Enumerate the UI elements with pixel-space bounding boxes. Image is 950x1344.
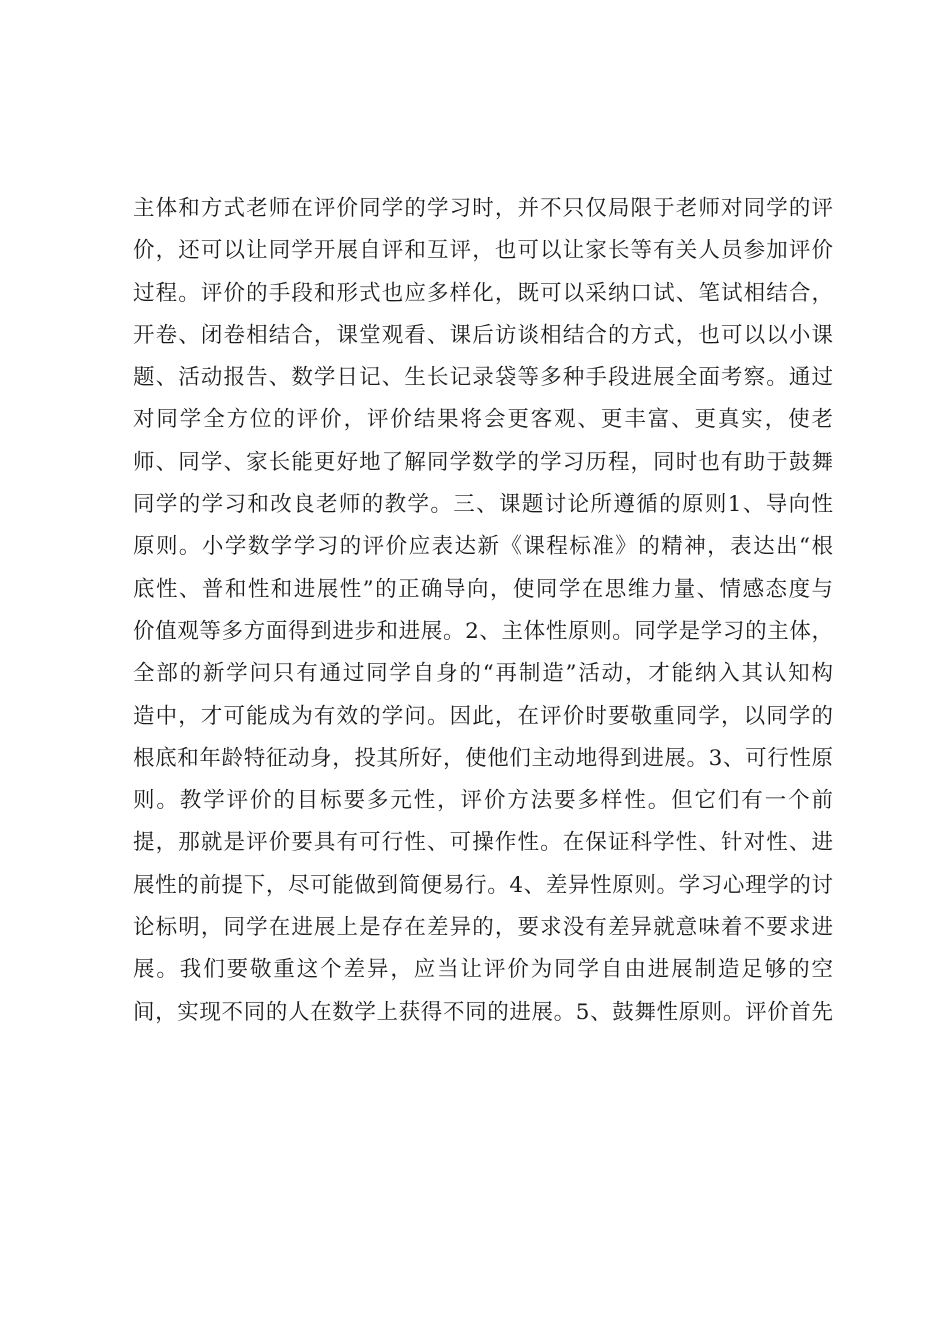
text-line: 论标明，同学在进展上是存在差异的，要求没有差异就意味着不要求进 — [133, 915, 833, 941]
text-line: 则。教学评价的目标要多元性，评价方法要多样性。但它们有一个前 — [133, 788, 833, 814]
text-line: 价值观等多方面得到进步和进展。2、主体性原则。同学是学习的主体， — [133, 618, 833, 644]
text-line: 展性的前提下，尽可能做到简便易行。4、差异性原则。学习心理学的讨 — [133, 872, 833, 898]
text-line: 间，实现不同的人在数学上获得不同的进展。5、鼓舞性原则。评价首先 — [133, 999, 833, 1025]
text-line: 过程。评价的手段和形式也应多样化，既可以采纳口试、笔试相结合， — [133, 280, 833, 306]
body-paragraph — [133, 188, 833, 1034]
text-line: 同学的学习和改良老师的教学。三、课题讨论所遵循的原则1、导向性 — [133, 492, 833, 518]
text-line: 提，那就是评价要具有可行性、可操作性。在保证科学性、针对性、进 — [133, 830, 833, 856]
text-line: 题、活动报告、数学日记、生长记录袋等多种手段进展全面考察。通过 — [133, 365, 833, 391]
text-line: 师、同学、家长能更好地了解同学数学的学习历程，同时也有助于鼓舞 — [133, 449, 833, 475]
text-line: 主体和方式老师在评价同学的学习时，并不只仅局限于老师对同学的评 — [133, 196, 833, 221]
text-line: 底性、普和性和进展性”的正确导向，使同学在思维力量、情感态度与 — [133, 576, 833, 602]
text-line: 对同学全方位的评价，评价结果将会更客观、更丰富、更真实，使老 — [133, 407, 833, 433]
text-line: 开卷、闭卷相结合，课堂观看、课后访谈相结合的方式，也可以以小课 — [133, 322, 833, 348]
text-line: 展。我们要敬重这个差异，应当让评价为同学自由进展制造足够的空 — [133, 957, 833, 983]
text-line: 价，还可以让同学开展自评和互评，也可以让家长等有关人员参加评价 — [133, 238, 833, 264]
text-line: 根底和年龄特征动身，投其所好，使他们主动地得到进展。3、可行性原 — [133, 745, 833, 771]
text-line: 造中，才可能成为有效的学问。因此，在评价时要敬重同学，以同学的 — [133, 703, 833, 729]
text-line: 原则。小学数学学习的评价应表达新《课程标准》的精神，表达出“根 — [133, 534, 833, 560]
text-line: 全部的新学问只有通过同学自身的“再制造”活动，才能纳入其认知构 — [133, 661, 833, 687]
